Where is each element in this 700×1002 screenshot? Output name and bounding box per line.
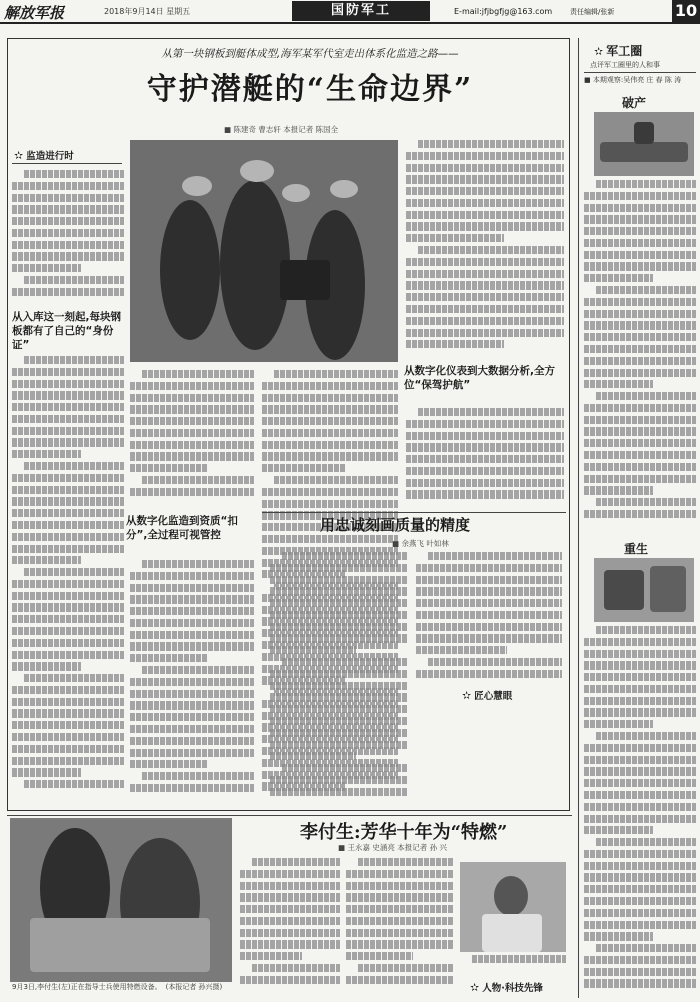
section-email: E-mail:jfjbgfjg@163.com bbox=[454, 7, 553, 16]
text-line bbox=[584, 427, 696, 435]
feature-portrait bbox=[460, 862, 566, 952]
text-line bbox=[270, 587, 408, 595]
text-line bbox=[406, 432, 564, 440]
text-line bbox=[142, 476, 254, 484]
text-line bbox=[584, 192, 696, 200]
text-line bbox=[24, 780, 124, 788]
text-line bbox=[584, 321, 696, 329]
text-line bbox=[12, 205, 124, 213]
lead-subhead-2: 从数字化仪表到大数据分析,全方位“保驾护航” bbox=[404, 365, 555, 391]
text-line bbox=[584, 638, 696, 646]
text-line bbox=[428, 658, 562, 666]
text-line bbox=[282, 658, 408, 666]
text-line bbox=[262, 535, 398, 543]
text-line bbox=[282, 552, 408, 560]
text-line bbox=[584, 251, 696, 259]
lead-byline: ■ 陈建奇 曹志轩 本报记者 陈国全 bbox=[224, 125, 339, 134]
text-line bbox=[130, 619, 254, 627]
text-line bbox=[416, 587, 562, 595]
text-line bbox=[12, 545, 124, 553]
text-line bbox=[416, 670, 562, 678]
text-line bbox=[584, 685, 696, 693]
divider bbox=[584, 72, 696, 73]
column-divider bbox=[578, 38, 579, 998]
text-line bbox=[406, 420, 564, 428]
text-line bbox=[416, 611, 562, 619]
text-line bbox=[346, 905, 454, 913]
text-line bbox=[406, 455, 564, 463]
text-line bbox=[596, 944, 696, 952]
text-line bbox=[130, 417, 254, 425]
text-line bbox=[584, 697, 696, 705]
text-line bbox=[584, 968, 696, 976]
text-line bbox=[406, 270, 564, 278]
divider bbox=[262, 512, 566, 513]
essay-byline: ■ 余燕飞 叶如林 bbox=[392, 539, 449, 548]
text-line bbox=[584, 767, 696, 775]
text-line bbox=[270, 705, 408, 713]
text-line bbox=[584, 921, 696, 929]
text-line bbox=[12, 639, 124, 647]
text-line bbox=[584, 333, 696, 341]
text-line bbox=[130, 595, 254, 603]
text-line bbox=[596, 392, 696, 400]
text-line bbox=[130, 749, 254, 757]
text-line bbox=[240, 940, 340, 948]
text-line bbox=[130, 678, 254, 686]
text-line bbox=[406, 175, 564, 183]
text-line bbox=[406, 479, 564, 487]
text-line bbox=[584, 909, 696, 917]
text-line bbox=[12, 662, 81, 670]
text-line bbox=[130, 760, 207, 768]
text-line bbox=[584, 345, 696, 353]
text-line bbox=[130, 441, 254, 449]
text-line bbox=[346, 870, 454, 878]
text-line bbox=[416, 634, 562, 642]
text-line bbox=[584, 803, 696, 811]
text-line bbox=[12, 450, 81, 458]
text-line bbox=[346, 893, 454, 901]
text-line bbox=[240, 870, 340, 878]
text-line bbox=[274, 370, 398, 378]
text-line bbox=[12, 627, 124, 635]
text-line bbox=[12, 474, 124, 482]
text-line bbox=[24, 356, 124, 364]
text-line bbox=[12, 721, 124, 729]
feature-tag: ✫ 人物·科技先锋 bbox=[470, 981, 543, 994]
text-line bbox=[584, 357, 696, 365]
text-line bbox=[406, 211, 564, 219]
text-line bbox=[12, 252, 124, 260]
text-line bbox=[416, 623, 562, 631]
text-line bbox=[12, 368, 124, 376]
text-line bbox=[584, 885, 696, 893]
text-line bbox=[130, 584, 254, 592]
text-line bbox=[12, 533, 124, 541]
text-line bbox=[240, 905, 340, 913]
text-line bbox=[358, 858, 454, 866]
text-line bbox=[12, 509, 124, 517]
text-line bbox=[12, 438, 124, 446]
feature-text-a bbox=[240, 858, 340, 998]
text-line bbox=[406, 199, 564, 207]
text-line bbox=[24, 276, 124, 284]
text-line bbox=[584, 650, 696, 658]
text-line bbox=[270, 646, 356, 654]
text-line bbox=[472, 955, 566, 963]
text-line bbox=[346, 976, 454, 984]
text-line bbox=[130, 725, 254, 733]
text-line bbox=[130, 394, 254, 402]
text-line bbox=[130, 642, 254, 650]
text-line bbox=[584, 661, 696, 669]
text-line bbox=[406, 222, 564, 230]
text-line bbox=[240, 882, 340, 890]
sidebar-photo-1 bbox=[594, 112, 694, 176]
text-line bbox=[596, 626, 696, 634]
text-line bbox=[584, 215, 696, 223]
text-line bbox=[584, 439, 696, 447]
responsible-editor: 责任编辑/张新 bbox=[570, 8, 615, 16]
text-line bbox=[596, 286, 696, 294]
text-line bbox=[270, 576, 408, 584]
text-line bbox=[406, 305, 564, 313]
text-line bbox=[24, 568, 124, 576]
text-line bbox=[262, 500, 398, 508]
text-line bbox=[130, 690, 254, 698]
issue-date: 2018年9月14日 星期五 bbox=[104, 7, 191, 16]
text-line bbox=[406, 329, 564, 337]
text-line bbox=[418, 408, 564, 416]
star-icon: ✫ bbox=[594, 45, 604, 58]
text-line bbox=[12, 217, 124, 225]
text-line bbox=[12, 391, 124, 399]
text-line bbox=[262, 394, 398, 402]
lead-col-2-text-a bbox=[130, 370, 254, 510]
masthead: 解放军报 bbox=[4, 4, 65, 22]
essay-text-a bbox=[270, 552, 408, 802]
text-line bbox=[584, 791, 696, 799]
text-line bbox=[584, 262, 696, 270]
text-line bbox=[270, 670, 408, 678]
text-line bbox=[12, 745, 124, 753]
sidebar-note: ■ 本期观察:吴伟亮 庄 春 陈 涛 bbox=[584, 76, 682, 84]
text-line bbox=[584, 708, 696, 716]
sidebar-item-2-text bbox=[584, 626, 696, 998]
text-line bbox=[252, 964, 340, 972]
text-line bbox=[240, 893, 340, 901]
text-line bbox=[262, 488, 398, 496]
feature-headline: 李付生:芳华十年为“特燃” bbox=[300, 822, 508, 843]
text-line bbox=[584, 416, 696, 424]
sidebar-item-1-text bbox=[584, 180, 696, 524]
section-title: 国防军工 bbox=[292, 1, 430, 21]
essay-tag: ✫ 匠心慧眼 bbox=[462, 689, 513, 702]
text-line bbox=[12, 264, 81, 272]
text-line bbox=[12, 651, 124, 659]
text-line bbox=[406, 258, 564, 266]
text-line bbox=[130, 607, 254, 615]
text-line bbox=[584, 932, 653, 940]
text-line bbox=[12, 380, 124, 388]
text-line bbox=[12, 182, 124, 190]
text-line bbox=[584, 815, 696, 823]
text-line bbox=[584, 744, 696, 752]
text-line bbox=[130, 701, 254, 709]
sidebar-item-2-title: 重生 bbox=[624, 542, 649, 556]
text-line bbox=[270, 599, 408, 607]
page-header bbox=[0, 0, 700, 24]
text-line bbox=[270, 741, 408, 749]
text-line bbox=[584, 862, 696, 870]
sidebar-subtitle: 点评军工圈里的人和事 bbox=[590, 61, 660, 69]
lead-headline: 守护潜艇的“生命边界” bbox=[146, 72, 474, 107]
text-line bbox=[12, 592, 124, 600]
text-line bbox=[270, 729, 408, 737]
text-line bbox=[240, 952, 302, 960]
text-line bbox=[130, 382, 254, 390]
text-line bbox=[406, 281, 564, 289]
text-line bbox=[12, 615, 124, 623]
text-line bbox=[130, 405, 254, 413]
text-line bbox=[12, 768, 81, 776]
lead-col-2-text-b bbox=[130, 560, 254, 804]
text-line bbox=[142, 370, 254, 378]
text-line bbox=[130, 631, 254, 639]
lead-col-4-text-b bbox=[406, 408, 564, 508]
text-line bbox=[584, 956, 696, 964]
text-line bbox=[596, 180, 696, 188]
text-line bbox=[142, 666, 254, 674]
text-line bbox=[406, 164, 564, 172]
text-line bbox=[130, 713, 254, 721]
sidebar-photo-2 bbox=[594, 558, 694, 622]
text-line bbox=[584, 310, 696, 318]
text-line bbox=[252, 858, 340, 866]
star-icon: ✫ bbox=[462, 689, 472, 702]
text-line bbox=[130, 737, 254, 745]
text-line bbox=[418, 140, 564, 148]
text-line bbox=[24, 674, 124, 682]
text-line bbox=[262, 417, 398, 425]
text-line bbox=[584, 756, 696, 764]
text-line bbox=[584, 475, 696, 483]
text-line bbox=[270, 623, 408, 631]
text-line bbox=[584, 274, 653, 282]
text-line bbox=[142, 772, 254, 780]
text-line bbox=[584, 510, 696, 518]
text-line bbox=[596, 838, 696, 846]
lead-photo bbox=[130, 140, 398, 362]
text-line bbox=[584, 779, 696, 787]
text-line bbox=[262, 441, 398, 449]
text-line bbox=[240, 976, 340, 984]
text-line bbox=[346, 940, 454, 948]
text-line bbox=[346, 929, 454, 937]
text-line bbox=[130, 464, 207, 472]
text-line bbox=[262, 405, 398, 413]
text-line bbox=[142, 560, 254, 568]
text-line bbox=[406, 293, 564, 301]
feature-byline: ■ 王永嘉 史涵亮 本报记者 孙 兴 bbox=[338, 843, 448, 852]
text-line bbox=[24, 462, 124, 470]
feature-text-c bbox=[460, 955, 566, 977]
text-line bbox=[12, 521, 124, 529]
text-line bbox=[584, 850, 696, 858]
star-icon: ✫ bbox=[470, 981, 480, 994]
sidebar-item-1-title: 破产 bbox=[622, 96, 647, 110]
feature-photo bbox=[10, 818, 232, 982]
text-line bbox=[596, 732, 696, 740]
text-line bbox=[406, 187, 564, 195]
text-line bbox=[584, 826, 653, 834]
text-line bbox=[584, 404, 696, 412]
text-line bbox=[406, 317, 564, 325]
lead-section-tag: ✫ 监造进行时 bbox=[14, 149, 74, 162]
text-line bbox=[130, 452, 254, 460]
text-line bbox=[270, 634, 408, 642]
text-line bbox=[584, 873, 696, 881]
text-line bbox=[282, 764, 408, 772]
text-line bbox=[12, 757, 124, 765]
text-line bbox=[584, 979, 696, 987]
text-line bbox=[428, 552, 562, 560]
text-line bbox=[416, 564, 562, 572]
text-line bbox=[584, 673, 696, 681]
essay-text-b bbox=[416, 552, 562, 684]
text-line bbox=[262, 429, 398, 437]
text-line bbox=[270, 752, 356, 760]
lead-kicker: 从第一块钢板到艇体成型,海军某军代室走出体系化监造之路—— bbox=[161, 48, 459, 60]
text-line bbox=[346, 917, 454, 925]
text-line bbox=[12, 698, 124, 706]
text-line bbox=[12, 241, 124, 249]
text-line bbox=[12, 415, 124, 423]
page-number: 10 bbox=[672, 0, 700, 22]
text-line bbox=[12, 603, 124, 611]
text-line bbox=[274, 476, 398, 484]
lead-subhead-3: 从数字化监造到资质“扣分”,全过程可视管控 bbox=[126, 515, 238, 541]
text-line bbox=[270, 788, 408, 796]
text-line bbox=[406, 340, 504, 348]
text-line bbox=[262, 464, 346, 472]
sidebar-title: ✫ 军工圈 bbox=[594, 44, 643, 58]
text-line bbox=[596, 498, 696, 506]
text-line bbox=[406, 234, 504, 242]
star-icon: ✫ bbox=[14, 149, 24, 162]
text-line bbox=[406, 467, 564, 475]
text-line bbox=[584, 204, 696, 212]
text-line bbox=[270, 564, 408, 572]
text-line bbox=[584, 451, 696, 459]
text-line bbox=[270, 611, 408, 619]
text-line bbox=[584, 486, 653, 494]
feature-text-b bbox=[346, 858, 454, 998]
text-line bbox=[584, 463, 696, 471]
lead-subhead-1: 从入库这一刻起,每块钢板都有了自己的“身份证” bbox=[12, 311, 121, 351]
text-line bbox=[130, 488, 254, 496]
text-line bbox=[270, 682, 408, 690]
text-line bbox=[584, 380, 653, 388]
text-line bbox=[346, 952, 413, 960]
text-line bbox=[130, 572, 254, 580]
text-line bbox=[12, 194, 124, 202]
text-line bbox=[262, 452, 398, 460]
divider bbox=[12, 163, 122, 164]
text-line bbox=[12, 556, 81, 564]
text-line bbox=[12, 403, 124, 411]
text-line bbox=[12, 497, 124, 505]
text-line bbox=[12, 486, 124, 494]
text-line bbox=[406, 443, 564, 451]
text-line bbox=[240, 929, 340, 937]
text-line bbox=[406, 152, 564, 160]
text-line bbox=[12, 686, 124, 694]
lead-col-1-text-b bbox=[12, 356, 124, 804]
text-line bbox=[416, 599, 562, 607]
text-line bbox=[270, 776, 408, 784]
lead-col-1-text-a bbox=[12, 170, 124, 310]
lead-col-4-text-a bbox=[406, 140, 564, 358]
essay-title: 用忠诚刻画质量的精度 bbox=[320, 516, 471, 534]
text-line bbox=[346, 882, 454, 890]
text-line bbox=[584, 298, 696, 306]
text-line bbox=[12, 427, 124, 435]
text-line bbox=[24, 170, 124, 178]
text-line bbox=[416, 646, 507, 654]
text-line bbox=[418, 246, 564, 254]
text-line bbox=[130, 654, 207, 662]
text-line bbox=[270, 693, 408, 701]
text-line bbox=[12, 580, 124, 588]
text-line bbox=[262, 382, 398, 390]
text-line bbox=[584, 720, 653, 728]
text-line bbox=[130, 429, 254, 437]
text-line bbox=[358, 964, 454, 972]
text-line bbox=[240, 917, 340, 925]
text-line bbox=[12, 288, 124, 296]
divider bbox=[7, 815, 572, 816]
text-line bbox=[130, 784, 254, 792]
text-line bbox=[416, 576, 562, 584]
text-line bbox=[584, 369, 696, 377]
text-line bbox=[584, 239, 696, 247]
feature-photo-caption: 9月3日,李付生(左)正在指导士兵使用特燃设备。 (本报记者 孙兴摄) bbox=[12, 983, 223, 991]
text-line bbox=[406, 490, 564, 498]
text-line bbox=[12, 709, 124, 717]
text-line bbox=[12, 229, 124, 237]
text-line bbox=[584, 897, 696, 905]
text-line bbox=[584, 227, 696, 235]
text-line bbox=[270, 717, 408, 725]
text-line bbox=[12, 733, 124, 741]
